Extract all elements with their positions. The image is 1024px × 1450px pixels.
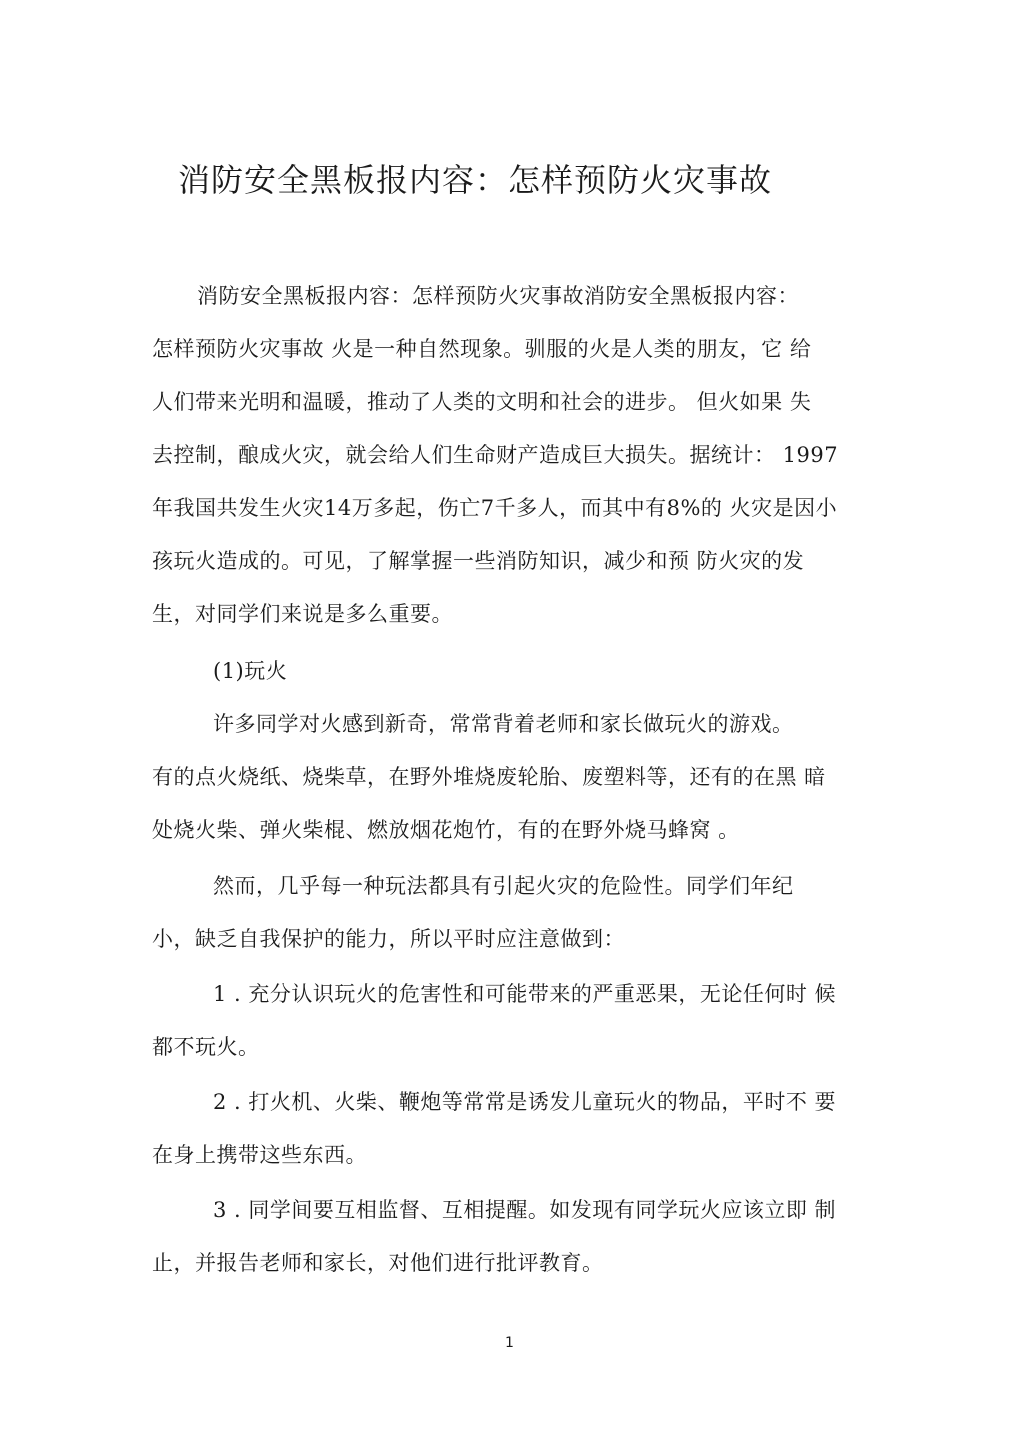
paragraph-line: 去控制，酿成火灾，就会给人们生命财产造成巨大损失。据统计： 1997: [152, 443, 839, 467]
paragraph-line: 处烧火柴、弹火柴棍、燃放烟花炮竹，有的在野外烧马蜂窝 。: [152, 818, 740, 842]
document-title: 消防安全黑板报内容：怎样预防火灾事故: [178, 161, 773, 199]
list-item-line: 在身上携带这些东西。: [152, 1143, 367, 1167]
section-heading: (1)玩火: [213, 659, 288, 683]
list-item-line: 3 . 同学间要互相监督、互相提醒。如发现有同学玩火应该立即 制: [213, 1198, 837, 1222]
list-item-line: 2 . 打火机、火柴、鞭炮等常常是诱发儿童玩火的物品，平时不 要: [213, 1090, 837, 1114]
paragraph-line: 年我国共发生火灾14万多起，伤亡7千多人，而其中有8%的 火灾是因小: [152, 496, 838, 520]
paragraph-line: 小，缺乏自我保护的能力，所以平时应注意做到：: [152, 927, 625, 951]
list-item-line: 都不玩火。: [152, 1035, 260, 1059]
paragraph-line: 怎样预防火灾事故 火是一种自然现象。驯服的火是人类的朋友，它 给: [152, 337, 812, 361]
list-item-line: 1 . 充分认识玩火的危害性和可能带来的严重恶果，无论任何时 候: [213, 982, 837, 1006]
paragraph-line: 生，对同学们来说是多么重要。: [152, 602, 453, 626]
paragraph-line: 孩玩火造成的。可见，了解掌握一些消防知识，减少和预 防火灾的发: [152, 549, 805, 573]
paragraph-line: 许多同学对火感到新奇，常常背着老师和家长做玩火的游戏。: [213, 712, 794, 736]
page-number: 1: [505, 1335, 514, 1351]
list-item-line: 止，并报告老师和家长，对他们进行批评教育。: [152, 1251, 604, 1275]
paragraph-line: 人们带来光明和温暖，推动了人类的文明和社会的进步。 但火如果 失: [152, 390, 812, 414]
paragraph-line: 然而，几乎每一种玩法都具有引起火灾的危险性。同学们年纪: [213, 874, 794, 898]
paragraph-line: 消防安全黑板报内容：怎样预防火灾事故消防安全黑板报内容：: [197, 284, 799, 308]
paragraph-line: 有的点火烧纸、烧柴草，在野外堆烧废轮胎、废塑料等，还有的在黑 暗: [152, 765, 826, 789]
